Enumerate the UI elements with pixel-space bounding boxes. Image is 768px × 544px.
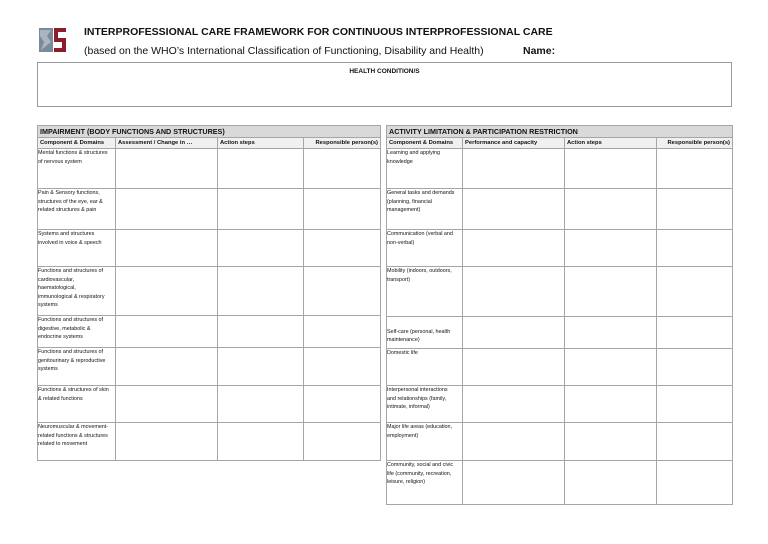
health-condition-box[interactable] <box>37 62 732 107</box>
action-steps-cell[interactable] <box>218 348 304 386</box>
action-steps-cell[interactable] <box>565 189 657 230</box>
assessment-cell[interactable] <box>116 189 218 230</box>
table-row <box>387 267 733 317</box>
activity-col-responsible: Responsible person(s) <box>657 138 733 149</box>
action-steps-cell[interactable] <box>565 349 657 386</box>
table-row <box>38 267 381 316</box>
responsible-cell[interactable] <box>304 348 381 386</box>
activity-row-label: Community, social and civic life (community, recreation, leisure, religion) <box>387 462 454 486</box>
assessment-cell[interactable] <box>116 267 218 316</box>
assessment-cell[interactable] <box>116 316 218 348</box>
responsible-cell[interactable] <box>304 316 381 348</box>
assessment-cell[interactable] <box>116 348 218 386</box>
action-steps-cell[interactable] <box>218 423 304 461</box>
performance-cell[interactable] <box>463 423 565 461</box>
table-row <box>38 316 381 348</box>
name-label: Name: <box>523 45 556 57</box>
table-row <box>387 149 733 189</box>
responsible-cell[interactable] <box>304 149 381 189</box>
table-row <box>387 230 733 267</box>
table-row <box>38 423 381 461</box>
performance-cell[interactable] <box>463 386 565 423</box>
impairment-col-responsible: Responsible person(s) <box>304 138 381 149</box>
impairment-col-action-steps: Action steps <box>218 138 304 149</box>
table-row <box>38 348 381 386</box>
responsible-cell[interactable] <box>657 230 733 267</box>
responsible-cell[interactable] <box>657 423 733 461</box>
performance-cell[interactable] <box>463 317 565 349</box>
performance-cell[interactable] <box>463 149 565 189</box>
action-steps-cell[interactable] <box>565 461 657 505</box>
action-steps-cell[interactable] <box>218 386 304 423</box>
activity-section-title: ACTIVITY LIMITATION & PARTICIPATION RESTRICTION <box>387 126 733 138</box>
action-steps-cell[interactable] <box>565 317 657 349</box>
responsible-cell[interactable] <box>657 149 733 189</box>
table-row <box>38 230 381 267</box>
responsible-cell[interactable] <box>304 230 381 267</box>
responsible-cell[interactable] <box>657 386 733 423</box>
impairment-row-label: Functions and structures of genitourinary & reproductive systems <box>38 349 106 373</box>
action-steps-cell[interactable] <box>218 316 304 348</box>
responsible-cell[interactable] <box>304 386 381 423</box>
action-steps-cell[interactable] <box>218 230 304 267</box>
responsible-cell[interactable] <box>657 349 733 386</box>
table-row <box>38 149 381 189</box>
assessment-cell[interactable] <box>116 423 218 461</box>
impairment-col-assessment: Assessment / Change in … <box>116 138 218 149</box>
responsible-cell[interactable] <box>304 189 381 230</box>
responsible-cell[interactable] <box>304 423 381 461</box>
action-steps-cell[interactable] <box>565 386 657 423</box>
activity-row-label: Communication (verbal and non-verbal) <box>387 231 453 246</box>
table-row <box>38 189 381 230</box>
impairment-section-title: IMPAIRMENT (BODY FUNCTIONS AND STRUCTURES) <box>38 126 381 138</box>
table-row <box>38 386 381 423</box>
action-steps-cell[interactable] <box>565 230 657 267</box>
impairment-col-component: Component & Domains <box>38 138 116 149</box>
impairment-row-label: Neuromuscular & movement-related functions & structures related to movement <box>38 424 109 448</box>
document-title: INTERPROFESSIONAL CARE FRAMEWORK FOR CONTINUOUS INTERPROFESSIONAL CARE <box>84 26 553 38</box>
responsible-cell[interactable] <box>657 317 733 349</box>
activity-row-label: Self-care (personal, health maintenance) <box>387 328 451 344</box>
activity-row-label: Mobility (indoors, outdoors, transport) <box>387 268 452 283</box>
action-steps-cell[interactable] <box>218 149 304 189</box>
table-row <box>387 349 733 386</box>
activity-row-label: Major life areas (education, employment) <box>387 424 453 439</box>
activity-row-label: Domestic life <box>387 350 418 356</box>
responsible-cell[interactable] <box>657 267 733 317</box>
responsible-cell[interactable] <box>657 461 733 505</box>
responsible-cell[interactable] <box>304 267 381 316</box>
table-row <box>387 317 733 349</box>
impairment-row-label: Pain & Sensory functions, structures of the eye, ear & related structures & pain <box>38 190 103 214</box>
impairment-row-label: Systems and structures involved in voice & speech <box>38 231 102 246</box>
action-steps-cell[interactable] <box>218 267 304 316</box>
activity-table <box>386 125 733 505</box>
performance-cell[interactable] <box>463 349 565 386</box>
action-steps-cell[interactable] <box>218 189 304 230</box>
impairment-row-label: Mental functions & structures of nervous system <box>38 150 108 165</box>
assessment-cell[interactable] <box>116 386 218 423</box>
action-steps-cell[interactable] <box>565 149 657 189</box>
activity-row-label: General tasks and demands (planning, financial management) <box>387 190 455 214</box>
university-crest-icon <box>38 22 68 58</box>
performance-cell[interactable] <box>463 461 565 505</box>
performance-cell[interactable] <box>463 230 565 267</box>
responsible-cell[interactable] <box>657 189 733 230</box>
impairment-row-label: Functions and structures of cardiovascular, haematological, immunological & respiratory systems <box>38 268 105 309</box>
action-steps-cell[interactable] <box>565 267 657 317</box>
assessment-cell[interactable] <box>116 230 218 267</box>
action-steps-cell[interactable] <box>565 423 657 461</box>
activity-col-component: Component & Domains <box>387 138 463 149</box>
university-logo <box>38 22 68 58</box>
impairment-row-label: Functions and structures of digestive, metabolic & endocrine systems <box>38 317 104 341</box>
health-condition-title: HEALTH CONDITION/S <box>349 68 420 75</box>
assessment-cell[interactable] <box>116 149 218 189</box>
table-row <box>387 423 733 461</box>
impairment-table <box>37 125 381 461</box>
table-row <box>387 189 733 230</box>
activity-col-performance: Performance and capacity <box>463 138 565 149</box>
table-row <box>387 461 733 505</box>
table-row <box>387 386 733 423</box>
performance-cell[interactable] <box>463 189 565 230</box>
impairment-row-label: Functions & structures of skin & related functions <box>38 387 109 402</box>
performance-cell[interactable] <box>463 267 565 317</box>
document-subtitle: (based on the WHO’s International Classification of Functioning, Disability and Health) <box>84 45 484 57</box>
activity-row-label: Interpersonal interactions and relationships (family, intimate, informal) <box>387 387 448 411</box>
activity-row-label: Learning and applying knowledge <box>387 150 441 165</box>
activity-col-action-steps: Action steps <box>565 138 657 149</box>
